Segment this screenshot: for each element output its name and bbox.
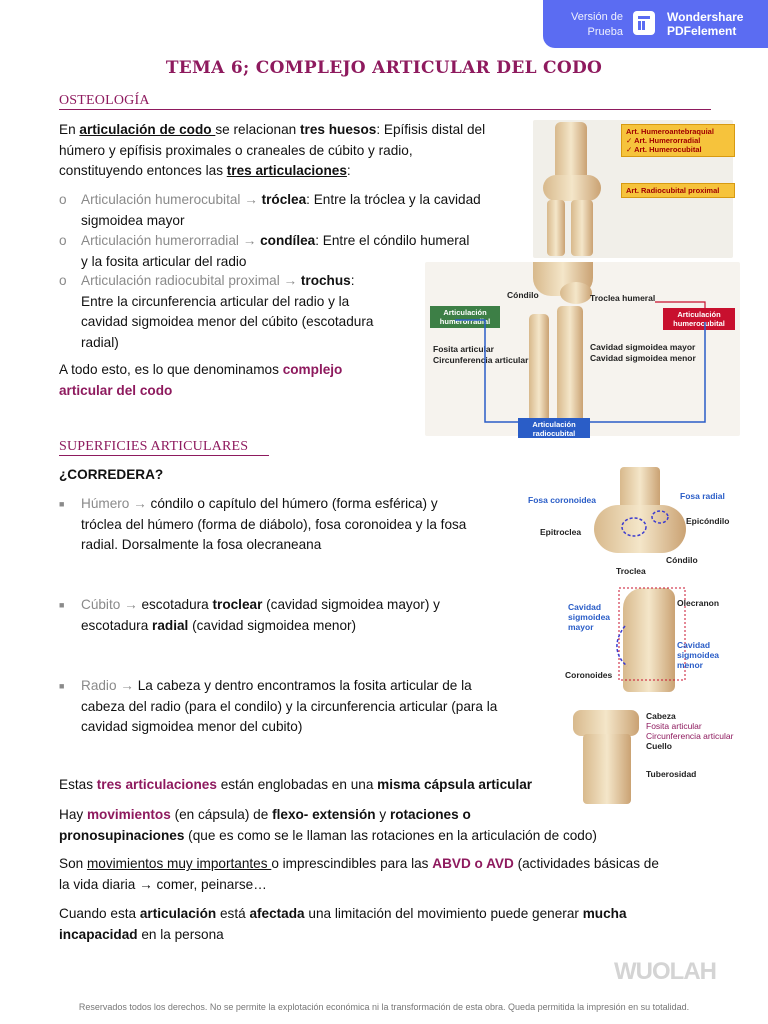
summary-paragraph: A todo esto, es lo que denominamos complejo articular del codo xyxy=(59,362,343,398)
paragraph-capsula: Estas tres articulaciones están englobadas en una misma cápsula articular xyxy=(59,777,533,792)
radiocubital-box: Articulación radiocubital proximal xyxy=(518,418,590,438)
tag-radiocubital: Art. Radiocubital proximal xyxy=(621,183,735,198)
humerorradial-box: Articulación humerorradial xyxy=(430,306,500,328)
list-item: ■ Húmero → cóndilo o capítulo del húmero (forma esférica) y tróclea del húmero (forma de diábolo), fosa coronoidea y la fosa radial. Dorsalmente la fosa olecraneana xyxy=(59,496,467,552)
tag-humeroantebraquial: Art. Humeroantebraquial ✓ Art. Humerorradial ✓ Art. Humerocubital xyxy=(621,124,735,157)
brand-label: Wondershare PDFelement xyxy=(667,10,744,38)
section-rule xyxy=(59,455,269,456)
wuolah-watermark: WUOLAH xyxy=(614,958,716,985)
paragraph-movimientos: Hay movimientos (en cápsula) de flexo- extensión y rotaciones o pronosupinaciones (que es como se le llaman las rotaciones en la articulación de codo) xyxy=(59,807,597,843)
section-heading-osteologia: OSTEOLOGÍA xyxy=(59,93,150,108)
list-item: o Articulación humerocubital → tróclea: Entre la tróclea y la cavidad sigmoidea mayor xyxy=(59,192,481,228)
section-heading-superficies: SUPERFICIES ARTICULARES xyxy=(59,439,249,454)
humerocubital-box: Articulación humerocubital xyxy=(663,308,735,330)
list-item: o Articulación humerorradial → condílea: Entre el cóndilo humeral y la fosita articular del radio xyxy=(59,233,470,269)
intro-paragraph: En articulación de codo se relacionan tres huesos: Epífisis distal del húmero y epífisis proximales o craneales de cúbito y radio, constituyendo entonces las tres articulaciones: xyxy=(59,122,486,178)
question-label: ¿CORREDERA? xyxy=(59,467,164,482)
elbow-joint-figure xyxy=(533,120,733,258)
ulna-figure: Cavidad sigmoidea mayor Olecranon Cavidad sigmoidea menor Coronoides xyxy=(565,586,740,696)
humerus-figure: Fosa coronoidea Fosa radial Epitroclea Epicóndilo Cóndilo Troclea xyxy=(522,467,740,577)
page-title: TEMA 6; COMPLEJO ARTICULAR DEL CODO xyxy=(165,58,603,78)
articulations-diagram: Cóndilo Troclea humeral Articulación humerorradial Articulación humerocubital Fosita articular Circunferencia articular Cavidad sigmoidea mayor Cavidad sigmoidea menor Articulación radiocubital proximal xyxy=(425,262,740,436)
trial-label: Versión de Prueba xyxy=(571,11,623,38)
list-item: ■ Cúbito → escotadura troclear (cavidad sigmoidea mayor) y escotadura radial (cavidad sigmoidea menor) xyxy=(59,597,440,633)
pdfelement-logo-icon xyxy=(633,11,655,35)
paragraph-abvd: Son movimientos muy importantes o imprescindibles para las ABVD o AVD (actividades básicas de la vida diaria → comer, peinarse… xyxy=(59,856,659,892)
radius-figure: Cabeza Fosita articular Circunferencia articular Cuello Tuberosidad xyxy=(569,708,740,804)
paragraph-incapacidad: Cuando esta articulación está afectada una limitación del movimiento puede generar mucha incapacidad en la persona xyxy=(59,906,627,942)
list-item: ■ Radio → La cabeza y dentro encontramos la fosita articular de la cabeza del radio (para el condilo) y la circunferencia articular (para la cavidad sigmoidea menor del cubito) xyxy=(59,678,498,734)
trial-badge[interactable] xyxy=(543,0,768,48)
list-item: o Articulación radiocubital proximal → trochus: Entre la circunferencia articular del radio y la cavidad sigmoidea menor del cúbito (escotadura radial) xyxy=(59,273,374,350)
footer-notice: Reservados todos los derechos. No se permite la explotación económica ni la transformación de esta obra. Queda permitida la impresión en su totalidad. xyxy=(78,1002,690,1012)
section-rule xyxy=(59,109,711,110)
